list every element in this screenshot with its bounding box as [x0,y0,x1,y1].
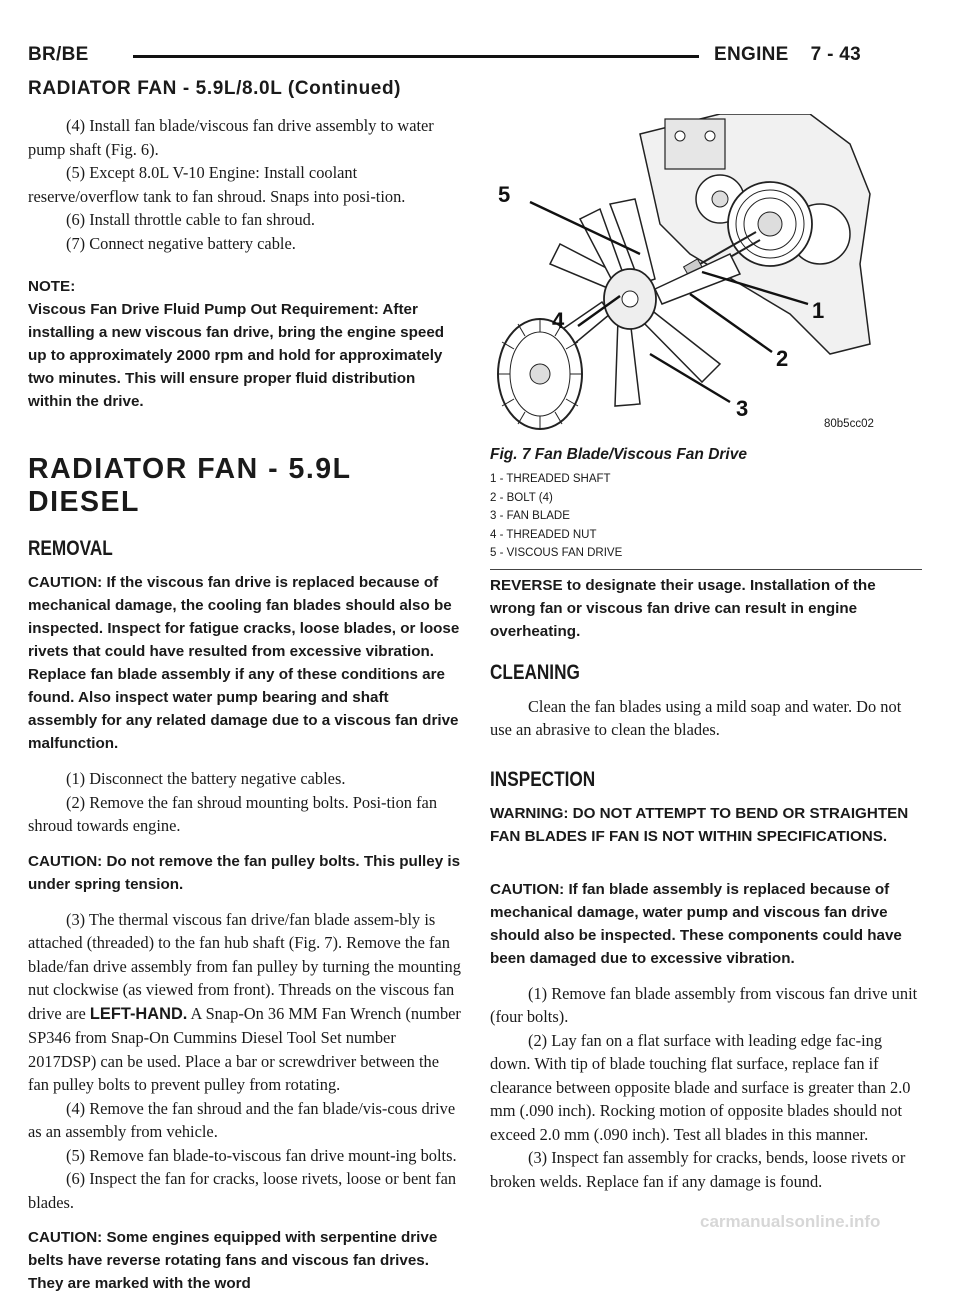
step-install-fan: (4) Install fan blade/viscous fan drive assembly to water pump shaft (Fig. 6). [28,116,434,159]
legend-item: 2 - BOLT (4) [490,491,553,504]
legend-item: 4 - THREADED NUT [490,528,597,541]
header-model: BR/BE [28,44,89,65]
fan-drive-figure [490,114,922,444]
removal-step-4: (4) Remove the fan shroud and the fan blade/vis-cous drive as an assembly from vehicle. [28,1098,456,1141]
continued-title: RADIATOR FAN - 5.9L/8.0L (Continued) [28,78,402,99]
right-column [490,114,922,1193]
caution-pulley-bolts: CAUTION: Do not remove the fan pulley bolts. This pulley is under spring tension. [28,852,461,893]
header-section [714,44,861,66]
callout-5: 5 [498,182,511,207]
figure-caption: Fig. 7 Fan Blade/Viscous Fan Drive [490,446,747,463]
header-rule [133,55,699,58]
caution-reverse-continued: REVERSE to designate their usage. Installation of the wrong fan or viscous fan drive can result in engine overheating. [490,576,876,640]
page-number: 7 - 43 [810,44,862,65]
caution-viscous-drive: CAUTION: If the viscous fan drive is replaced because of mechanical damage, the cooling fan blades should also be inspected. Inspect for fatigue cracks, loose blades, or loose rivets that could have resulted from excessive vibration. Replace fan blade assembly if any of these conditions are found. Also inspect water pump bearing and shaft assembly for any related damage due to a viscous fan drive malfunction. [28,574,460,752]
inspection-step-2: (2) Lay fan on a flat surface with leading edge fac-ing down. With tip of blade touching flat surface, replace fan if clearance between opposite blade and surface is greater than 2.0 mm (.090 inch). Rocking motion of opposite blades should not exceed 2.0 mm (.090 inch). Test all blades in this manner. [490,1030,911,1144]
fan-drive-illustration [490,114,922,444]
removal-step-1: (1) Disconnect the battery negative cables. [66,769,346,788]
inspection-step-3: (3) Inspect fan assembly for cracks, bends, loose rivets or broken welds. Replace fan if any damage is found. [490,1148,906,1191]
note-text: Viscous Fan Drive Fluid Pump Out Requirement: After installing a new viscous fan drive, bring the engine speed up to approximately 2000 rpm and hold for approximately two minutes. This will ensure proper fluid distribution within the drive. [28,301,445,410]
callout-3: 3 [736,396,749,421]
removal-step-3-c: A Snap-On 36 MM Fan Wrench (number SP346 from Snap-On Cummins Diesel Tool Set number 2017DSP) can be used. Place a bar or screwdriver between the fan pulley bolts to prevent pulley from rotating. [28,1003,461,1094]
step-connect-battery: (7) Connect negative battery cable. [66,233,296,253]
removal-step-2: (2) Remove the fan shroud mounting bolts. Posi-tion fan shroud towards engine. [28,792,438,835]
figure-code: 80b5cc02 [824,418,874,430]
removal-step-5: (5) Remove fan blade-to-viscous fan drive mount-ing bolts. [66,1145,457,1165]
left-column [28,114,462,1295]
caution-fan-assembly: CAUTION: If fan blade assembly is replaced because of mechanical damage, water pump and viscous fan drive should also be inspected. These components could have been damaged due to excessive vibration. [490,880,902,967]
inspection-step-1: (1) Remove fan blade assembly from viscous fan drive unit (four bolts). [490,983,918,1026]
step-install-throttle-cable: (6) Install throttle cable to fan shroud. [66,210,315,229]
removal-heading: REMOVAL [28,537,113,560]
legend-item: 3 - FAN BLADE [490,510,570,522]
note-block [28,275,462,413]
callout-4: 4 [552,308,565,333]
header-section-title: ENGINE [714,44,789,65]
removal-step-6: (6) Inspect the fan for cracks, loose rivets, loose or bent fan blades. [28,1169,457,1212]
legend-item: 5 - VISCOUS FAN DRIVE [490,547,623,559]
removal-step-3 [28,908,462,1097]
cleaning-heading: CLEANING [490,660,580,684]
warning-bend-blades: WARNING: DO NOT ATTEMPT TO BEND OR STRAIGHTEN FAN BLADES IF FAN IS NOT WITHIN SPECIFICATIONS. [490,804,909,845]
caution-reverse-fans: CAUTION: Some engines equipped with serpentine drive belts have reverse rotating fans and viscous fan drives. They are marked with the word [28,1229,438,1292]
figure-legend [490,470,922,570]
cleaning-text: Clean the fan blades using a mild soap and water. Do not use an abrasive to clean the blades. [490,696,902,739]
inspection-heading: INSPECTION [490,767,596,791]
watermark: carmanualsonline.info [700,1212,881,1231]
callout-1: 1 [812,298,825,323]
removal-step-3-a: (3) The thermal viscous fan drive/fan blade assem-bly is attached (threaded) to the fan hub shaft (Fig. 7). Remove the fan blade/fan drive assembly from fan pulley by turning the mounting nut clockwise (as viewed from front). Threads on the viscous fan drive are [28,909,461,1023]
callout-2: 2 [776,346,789,371]
note-label: NOTE: [28,278,76,295]
section-heading: RADIATOR FAN - 5.9L DIESEL [28,453,352,518]
step-install-reserve-tank: (5) Except 8.0L V-10 Engine: Install coolant reserve/overflow tank to fan shroud. Snaps into posi-tion. [28,163,406,206]
left-hand-emphasis: LEFT-HAND. [89,1004,188,1023]
legend-item: 1 - THREADED SHAFT [490,473,611,485]
